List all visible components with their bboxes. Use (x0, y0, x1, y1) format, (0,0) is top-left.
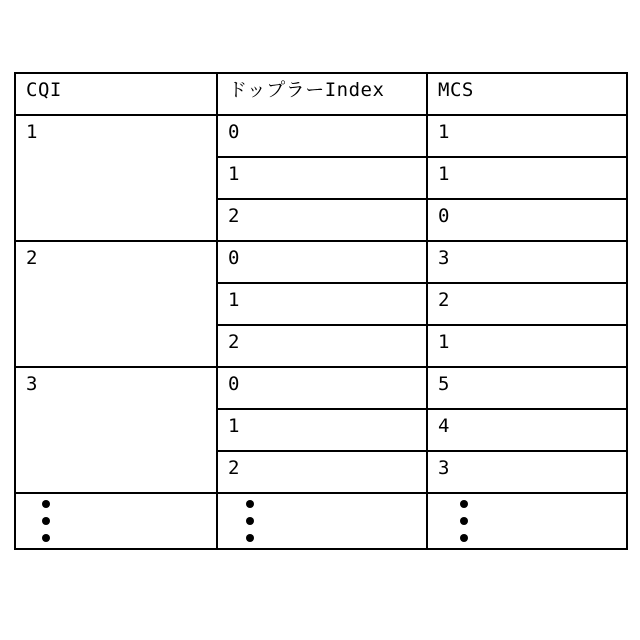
cell-cqi: 1 (15, 115, 217, 241)
cell-mcs-ellipsis (427, 493, 627, 549)
table-row (15, 115, 627, 157)
cell-cqi-ellipsis (15, 493, 217, 549)
cell-mcs: 3 (427, 451, 627, 493)
cell-mcs: 3 (427, 241, 627, 283)
cell-cqi: 3 (15, 367, 217, 493)
cell-mcs: 1 (427, 325, 627, 367)
vertical-ellipsis-icon (26, 500, 216, 542)
cell-doppler-ellipsis (217, 493, 427, 549)
table-header-row (15, 73, 627, 115)
table-container (14, 72, 626, 550)
table-row (15, 241, 627, 283)
cell-mcs: 1 (427, 157, 627, 199)
cqi-doppler-mcs-table (14, 72, 628, 550)
cell-doppler: 2 (217, 199, 427, 241)
column-header-mcs: MCS (427, 73, 627, 115)
cell-mcs: 5 (427, 367, 627, 409)
cell-mcs: 1 (427, 115, 627, 157)
cell-doppler: 1 (217, 409, 427, 451)
column-header-doppler-index: ドップラーIndex (217, 73, 427, 115)
cell-doppler: 2 (217, 451, 427, 493)
vertical-ellipsis-icon (228, 500, 426, 542)
cell-doppler: 2 (217, 325, 427, 367)
cell-mcs: 4 (427, 409, 627, 451)
vertical-ellipsis-icon (438, 500, 626, 542)
column-header-cqi: CQI (15, 73, 217, 115)
table-continuation-row (15, 493, 627, 549)
cell-doppler: 1 (217, 157, 427, 199)
cell-cqi: 2 (15, 241, 217, 367)
table-row (15, 367, 627, 409)
cell-doppler: 0 (217, 115, 427, 157)
cell-doppler: 0 (217, 241, 427, 283)
cell-mcs: 2 (427, 283, 627, 325)
cell-mcs: 0 (427, 199, 627, 241)
cell-doppler: 1 (217, 283, 427, 325)
cell-doppler: 0 (217, 367, 427, 409)
